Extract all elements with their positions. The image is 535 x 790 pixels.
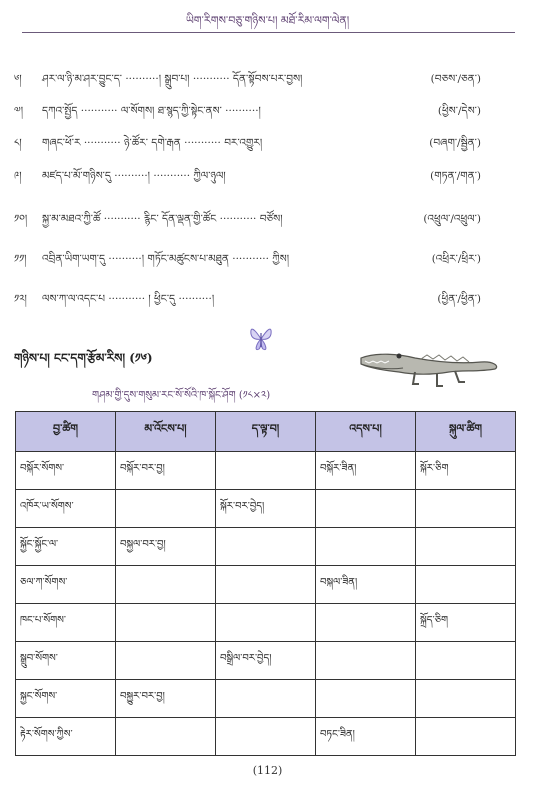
table-cell [216, 452, 316, 490]
table-cell: ཅལ་ཀ་སོགས་ [16, 566, 116, 604]
table-cell: སྐྱང་སོགས་ [16, 680, 116, 718]
column-header: བྱ་ཚིག [16, 412, 116, 452]
column-header: སྐུལ་ཚིག [416, 412, 516, 452]
table-cell: བསྐྱུར་བར་བྱ། [116, 680, 216, 718]
exercise-options: (ཕྱིས་/དེས་) [437, 105, 481, 117]
exercise-number: ༩། [14, 170, 22, 182]
table-cell: སྒྲུབ་སོགས་ [16, 642, 116, 680]
exercise-text: ལས་ཀ་ལ་འདང་པ ··········· ། ཕྱིང་དུ ··········། [42, 293, 215, 305]
column-header: ད་ལྟ་བ། [216, 412, 316, 452]
table-cell [216, 718, 316, 756]
table-cell: བཏང་ཟིན། [316, 718, 416, 756]
butterfly-icon [248, 322, 274, 356]
exercise-row [14, 286, 519, 306]
column-header: འདས་པ། [316, 412, 416, 452]
exercise-row [14, 206, 519, 226]
table-cell: བསྐལ་ཟིན། [316, 566, 416, 604]
section-instruction: གཤམ་གྱི་དུས་གསུམ་རང་སོ་སོའི་ཁ་སྐོང་ཤོག (༡༨×༢) [92, 390, 271, 401]
table-row [16, 718, 516, 756]
table-header-row [16, 412, 516, 452]
table-row [16, 566, 516, 604]
table-cell [216, 680, 316, 718]
table-cell: སྐྱོང་སྐྱོང་ལ་ [16, 528, 116, 566]
exercise-options: (ཕྱིན་/ཕྱིན་) [437, 293, 481, 305]
exercise-text: དཀའ་སྤྱོད ··········· ལ་སོགས། ཐ་སྙད་ཀྱི་སྟེང་ནས་ ··········། [42, 105, 261, 117]
table-cell [116, 566, 216, 604]
table-cell: སྐྲོད་ཅིག [416, 604, 516, 642]
table-cell [416, 642, 516, 680]
table-cell [116, 604, 216, 642]
table-row [16, 528, 516, 566]
exercise-row [14, 98, 519, 118]
page-header: ཡིག་རིགས་བཅུ་གཉིས་པ། མཐོ་རིམ་ལག་ལེན། [185, 14, 350, 27]
table-row [16, 642, 516, 680]
table-cell: བསྐོར་ཟིན། [316, 452, 416, 490]
header-divider [22, 32, 515, 33]
table-cell [416, 490, 516, 528]
exercise-text: གཞང་ཕོ་ར ··········· ཉེ་ཚོར་ དགེ་རྒན ··········· བར་འགྱུར། [42, 137, 263, 149]
exercise-row [14, 163, 519, 183]
exercise-text: མཛད་པ་མོ་གཉིས་དུ ··········། ··········· ཀྱིལ་ཉུལ། [42, 170, 226, 182]
exercise-options: (འཕྲུལ་/འཕྲུལ་) [423, 213, 481, 225]
table-cell: བསྐྱལ་བར་བྱ། [116, 528, 216, 566]
exercise-number: ༨། [14, 137, 22, 149]
exercise-text: འབྲིན་ཡིག་ཡག་དུ ··········། གཏོང་མཚུངས་པ་མཐུན ··········· ཀྱིས། [42, 253, 290, 265]
exercise-row [14, 66, 519, 86]
table-cell: འཁོར་ཡ་སོགས་ [16, 490, 116, 528]
exercise-row [14, 130, 519, 150]
table-cell [316, 604, 416, 642]
table-row [16, 604, 516, 642]
exercise-options: (བཞག་/སྦྱིན་) [429, 137, 481, 149]
table-cell [416, 718, 516, 756]
table-cell [416, 566, 516, 604]
exercise-number: ༡༢། [14, 293, 27, 305]
verb-tense-table [15, 411, 516, 756]
page-number: (112) [252, 764, 283, 777]
exercise-options: (གཏན་/གན་) [430, 170, 481, 182]
table-cell [216, 566, 316, 604]
exercise-number: ༦། [14, 73, 22, 85]
table-cell [316, 490, 416, 528]
table-cell: སྐོར་ཅིག [416, 452, 516, 490]
table-cell [116, 642, 216, 680]
table-cell: རྟེར་སོགས་ཀྱིས་ [16, 718, 116, 756]
table-cell: སྐོར་བར་བྱེད། [216, 490, 316, 528]
table-cell [316, 680, 416, 718]
table-cell [216, 604, 316, 642]
table-row [16, 452, 516, 490]
exercise-options: (བཅས་/ཅན་) [430, 73, 481, 85]
table-cell [216, 528, 316, 566]
exercise-options: (འཕྲིར་/ཕྲིར་) [431, 253, 481, 265]
table-cell: བསྐོར་བར་བྱ། [116, 452, 216, 490]
exercise-number: ༡༠། [14, 213, 28, 225]
table-cell: ཁང་པ་སོགས་ [16, 604, 116, 642]
table-cell [116, 490, 216, 528]
table-cell [416, 680, 516, 718]
column-header: མ་འོངས་པ། [116, 412, 216, 452]
exercise-number: ༡༡། [14, 253, 27, 265]
table-cell [316, 642, 416, 680]
crocodile-illustration [355, 340, 500, 392]
exercise-number: ༧། [14, 105, 24, 117]
table-cell [316, 528, 416, 566]
section-title: གཉིས་པ། ངང་དག་རྩོམ་རིས། (༡༦) [14, 351, 153, 365]
exercise-row [14, 246, 519, 266]
exercise-text: ཤར་ལ་ཉི་མ་ཤར་བྱུང་ད་ ··········། སྒྲུབ་པ། ··········· དོན་སྟོབས་པར་བྱས། [42, 73, 303, 85]
table-cell [116, 718, 216, 756]
table-row [16, 680, 516, 718]
table-cell [416, 528, 516, 566]
table-row [16, 490, 516, 528]
exercise-text: སྐྱ་མ་མཐའ་ཀྱི་ཚོ ··········· རྙིང་ དོན་ལྡན་གྱི་ཚོང ··········· བཙོས། [42, 213, 283, 225]
table-cell: བསྒྲིལ་བར་བྱེད། [216, 642, 316, 680]
table-cell: བསྐོར་སོགས་ [16, 452, 116, 490]
